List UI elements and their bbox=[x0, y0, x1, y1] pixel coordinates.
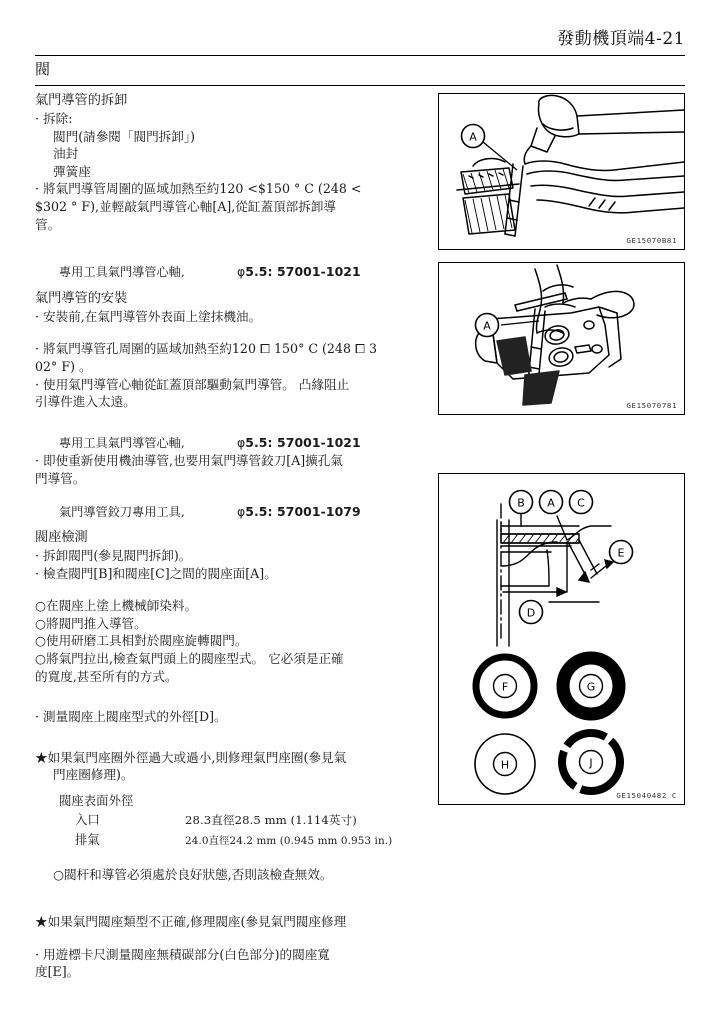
spec-value-exhaust: 24.0直徑24.2 mm (0.945 mm 0.953 in.) bbox=[185, 834, 393, 847]
removal-item-oil-seal: 油封 bbox=[53, 146, 79, 162]
spec-key-inlet: 入口 bbox=[75, 811, 100, 827]
heading-guide-removal: 氣門導管的拆卸 bbox=[35, 93, 128, 108]
figure-guide-removal bbox=[438, 93, 685, 250]
star-note-1-line2: 門座圈修理)。 bbox=[53, 767, 134, 783]
circle-step-5: ○閥杆和導管必須處於良好狀態,否則該檢查無效。 bbox=[53, 866, 333, 882]
install-bullet-1: · 安裝前,在氣門導管外表面上塗抹機油。 bbox=[35, 308, 262, 324]
special-tool-name-3: 氣門導管鉸刀專用工具, bbox=[59, 504, 185, 519]
spec-row-exhaust bbox=[35, 830, 427, 851]
special-tool-name-2: 專用工具氣門導管心軸, bbox=[59, 435, 185, 450]
page-header bbox=[35, 24, 685, 54]
figure-1-code: GE15070B81 bbox=[626, 236, 677, 245]
spec-row-inlet bbox=[35, 810, 427, 830]
diameter-symbol-icon: φ bbox=[237, 434, 246, 450]
install-bullet-3-line1: · 使用氣門導管心軸從缸蓋頂部驅動氣門導管。 凸緣阻止 bbox=[35, 376, 350, 392]
special-tool-row-2 bbox=[35, 434, 427, 453]
callout-label-a: A bbox=[547, 496, 555, 510]
header-divider-bottom bbox=[35, 85, 685, 86]
diameter-symbol-icon: φ bbox=[237, 503, 246, 519]
special-tool-code-1 bbox=[237, 263, 361, 281]
install-bullet-2-line1: · 將氣門導管孔周圍的區域加熱至約120 ⧠ 150° C (248 ⧠ 3 bbox=[35, 341, 378, 357]
special-tool-row-3 bbox=[35, 503, 427, 522]
circle-step-4-line1: ○將氣門拉出,檢查氣門頭上的閥座型式。 它必須是正確 bbox=[35, 651, 344, 667]
seat-bullet-1: · 拆卸閥門(參見閥門拆卸)。 bbox=[35, 548, 192, 564]
removal-para-line3: 管。 bbox=[35, 216, 61, 232]
spec-key-exhaust: 排氣 bbox=[75, 831, 100, 847]
final-line2: 度[E]。 bbox=[35, 964, 80, 980]
figure-2-illustration bbox=[439, 263, 684, 414]
section-title: 閥 bbox=[35, 60, 51, 78]
figure-3-illustration bbox=[439, 474, 684, 804]
install-bullet-3-line2: 引導件進入太遠。 bbox=[35, 394, 136, 410]
callout-label-g: G bbox=[586, 680, 596, 694]
removal-para-line2: $302 ° F),並輕敲氣門導管心軸[A],從缸蓋頂部拆卸導 bbox=[35, 198, 337, 214]
star-note-2: ★如果氣門閥座類型不正確,修理閥座(參見氣門閥座修理 bbox=[35, 914, 347, 930]
heading-seat-inspection: 閥座檢測 bbox=[35, 530, 88, 546]
callout-label-j: J bbox=[589, 756, 593, 770]
install-bullet-2-line2: 02° F) 。 bbox=[35, 358, 92, 374]
star-note-1-line1: ★如果氣門座圈外徑過大或過小,則修理氣門座圈(參見氣 bbox=[35, 749, 347, 765]
callout-label-f: F bbox=[501, 680, 509, 694]
special-tool-row-1 bbox=[35, 263, 427, 282]
ream-line2: 門導管。 bbox=[35, 470, 86, 486]
spec-table-title: 閥座表面外徑 bbox=[59, 793, 134, 809]
figure-2-code: GE15070781 bbox=[626, 401, 677, 410]
figure-1-illustration bbox=[439, 94, 684, 249]
seat-bullet-2: · 檢查閥門[B]和閥座[C]之間的閥座面[A]。 bbox=[35, 565, 277, 581]
final-line1: · 用遊標卡尺測量閥座無積碳部分(白色部分)的閥座寬 bbox=[35, 946, 330, 962]
callout-label-a: A bbox=[469, 130, 477, 144]
figure-guide-reaming bbox=[438, 262, 685, 415]
special-tool-code-2 bbox=[237, 434, 361, 452]
figure-3-code: GE15040482 C bbox=[616, 791, 677, 800]
callout-label-a: A bbox=[483, 319, 491, 333]
special-tool-name-1: 專用工具氣門導管心軸, bbox=[59, 265, 185, 280]
removal-para-line1: · 將氣門導管周圍的區域加熱至約120 <$150 ° C (248 < bbox=[35, 181, 362, 197]
callout-label-c: C bbox=[577, 496, 585, 510]
removal-item-valve: 閥門(請參閱「閥門拆卸」) bbox=[53, 128, 196, 144]
measure-bullet: · 測量閥座上閥座型式的外徑[D]。 bbox=[35, 709, 227, 725]
page-number-label: 發動機頂端4-21 bbox=[557, 29, 685, 49]
special-tool-number-2: 5.5: 57001-1021 bbox=[245, 434, 361, 450]
circle-step-1: ○在閥座上塗上機械師染料。 bbox=[35, 598, 198, 614]
special-tool-number-1: 5.5: 57001-1021 bbox=[245, 264, 361, 280]
callout-label-d: D bbox=[526, 606, 536, 620]
circle-step-3: ○使用研磨工具相對於閥座旋轉閥門。 bbox=[35, 633, 248, 649]
figure-valve-seat-diagram bbox=[438, 473, 685, 805]
ream-line1: · 即使重新使用機油導管,也要用氣門導管鉸刀[A]擴孔氣 bbox=[35, 453, 343, 469]
callout-label-h: H bbox=[500, 758, 510, 772]
special-tool-number-3: 5.5: 57001-1079 bbox=[245, 503, 361, 519]
callout-label-b: B bbox=[517, 496, 525, 510]
circle-step-2: ○將閥門推入導管。 bbox=[35, 615, 147, 631]
body-text-column bbox=[35, 92, 427, 981]
heading-guide-installation: 氣門導管的安裝 bbox=[35, 290, 128, 306]
diameter-symbol-icon: φ bbox=[237, 264, 246, 280]
spec-value-inlet: 28.3直徑28.5 mm (1.114英寸) bbox=[185, 812, 357, 827]
callout-label-e: E bbox=[617, 546, 625, 560]
removal-bullet: · 拆除: bbox=[35, 111, 73, 126]
circle-step-4-line2: 的寬度,甚至所有的方式。 bbox=[35, 668, 178, 684]
special-tool-code-3 bbox=[237, 503, 361, 521]
removal-item-spring-seat: 彈簧座 bbox=[53, 163, 91, 179]
header-divider-top bbox=[35, 55, 685, 56]
